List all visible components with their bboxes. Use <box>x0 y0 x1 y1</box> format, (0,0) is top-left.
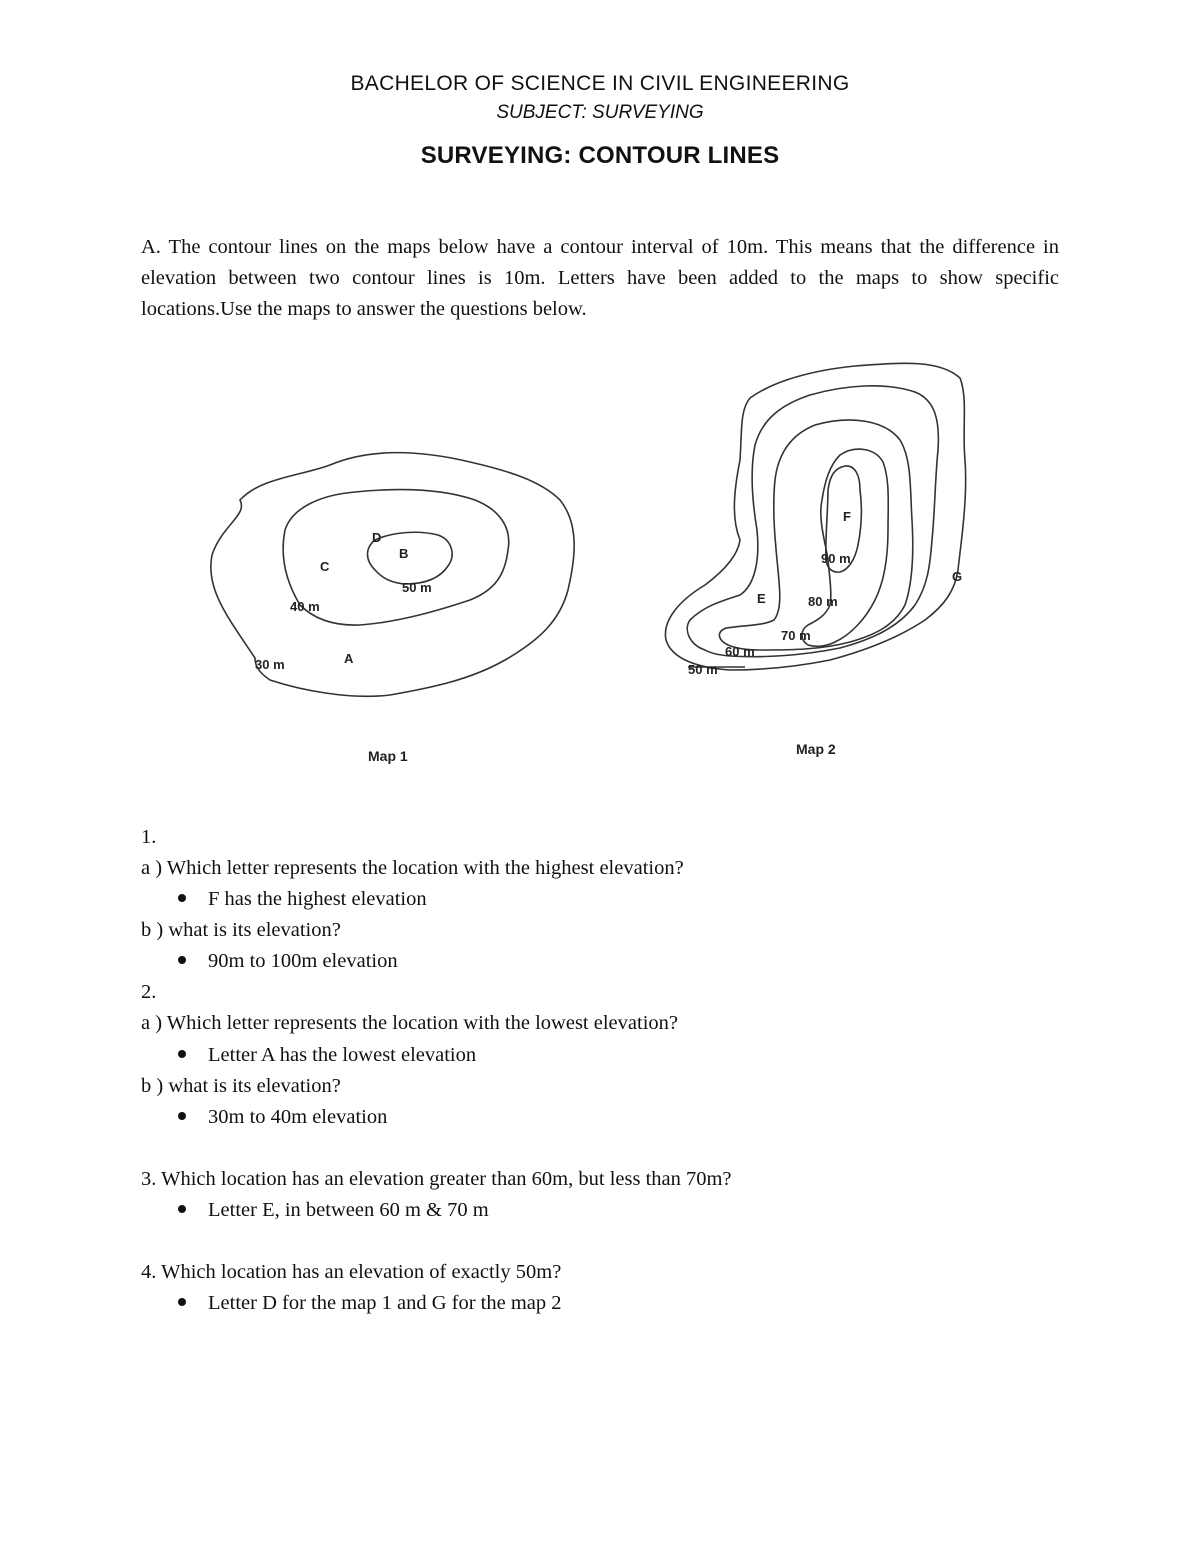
question-1b: b ) what is its elevation? <box>141 919 341 941</box>
answer-2b-text: 30m to 40m elevation <box>208 1106 388 1128</box>
question-1-number: 1. <box>141 826 157 848</box>
map1-label-40m: 40 m <box>290 599 320 614</box>
subject-heading: SUBJECT: SURVEYING <box>496 102 704 123</box>
map1-label-50m: 50 m <box>402 580 432 595</box>
question-3: 3. Which location has an elevation greater than 60m, but less than 70m? <box>141 1168 732 1190</box>
map2-point-f: F <box>843 509 851 524</box>
map2-title: Map 2 <box>796 741 836 757</box>
map1-point-c: C <box>320 559 330 574</box>
map1-title: Map 1 <box>368 748 408 764</box>
map2-contour-70m <box>719 420 912 650</box>
answer-2a <box>178 1044 476 1067</box>
map1-point-d: D <box>372 530 382 545</box>
bullet-icon <box>178 1050 186 1058</box>
map2-point-e: E <box>757 591 766 606</box>
contour-maps-figure <box>0 345 1200 775</box>
answer-1a-text: F has the highest elevation <box>208 888 427 910</box>
bullet-icon <box>178 1298 186 1306</box>
map2-label-50m: 50 m <box>688 662 718 677</box>
map1-label-30m: 30 m <box>255 657 285 672</box>
map2-label-70m: 70 m <box>781 628 811 643</box>
map-2 <box>665 363 965 757</box>
page-title: SURVEYING: CONTOUR LINES <box>420 142 780 169</box>
bullet-icon <box>178 956 186 964</box>
answer-3-text: Letter E, in between 60 m & 70 m <box>208 1199 489 1221</box>
answer-1b <box>178 950 398 973</box>
answer-1b-text: 90m to 100m elevation <box>208 950 398 972</box>
map2-label-90m: 90 m <box>821 551 851 566</box>
map2-label-60m: 60 m <box>725 644 755 659</box>
bullet-icon <box>178 894 186 902</box>
bullet-icon <box>178 1205 186 1213</box>
answer-4-text: Letter D for the map 1 and G for the map 2 <box>208 1292 562 1314</box>
question-2a: a ) Which letter represents the location with the lowest elevation? <box>141 1012 678 1034</box>
map2-contour-80m <box>802 449 888 646</box>
map1-point-b: B <box>399 546 409 561</box>
answer-2a-text: Letter A has the lowest elevation <box>208 1044 477 1066</box>
map2-contour-50m <box>665 363 965 670</box>
question-1a: a ) Which letter represents the location with the highest elevation? <box>141 857 684 879</box>
answer-4 <box>178 1292 562 1315</box>
intro-paragraph: A. The contour lines on the maps below have a contour interval of 10m. This means that the difference in elevation between two contour lines is 10m. Letters have been added to the maps to show specific locations.Use the maps to answer the questions below. <box>141 236 1059 320</box>
answer-3 <box>178 1199 489 1222</box>
answer-1a <box>178 888 427 911</box>
answer-2b <box>178 1106 387 1129</box>
bullet-icon <box>178 1112 186 1120</box>
program-heading: BACHELOR OF SCIENCE IN CIVIL ENGINEERING <box>350 72 850 95</box>
question-4: 4. Which location has an elevation of exactly 50m? <box>141 1261 562 1283</box>
map2-label-80m: 80 m <box>808 594 838 609</box>
question-2-number: 2. <box>141 981 157 1003</box>
map2-point-g: G <box>952 569 963 584</box>
map-1 <box>211 453 574 764</box>
map1-point-a: A <box>344 651 354 666</box>
question-2b: b ) what is its elevation? <box>141 1075 341 1097</box>
